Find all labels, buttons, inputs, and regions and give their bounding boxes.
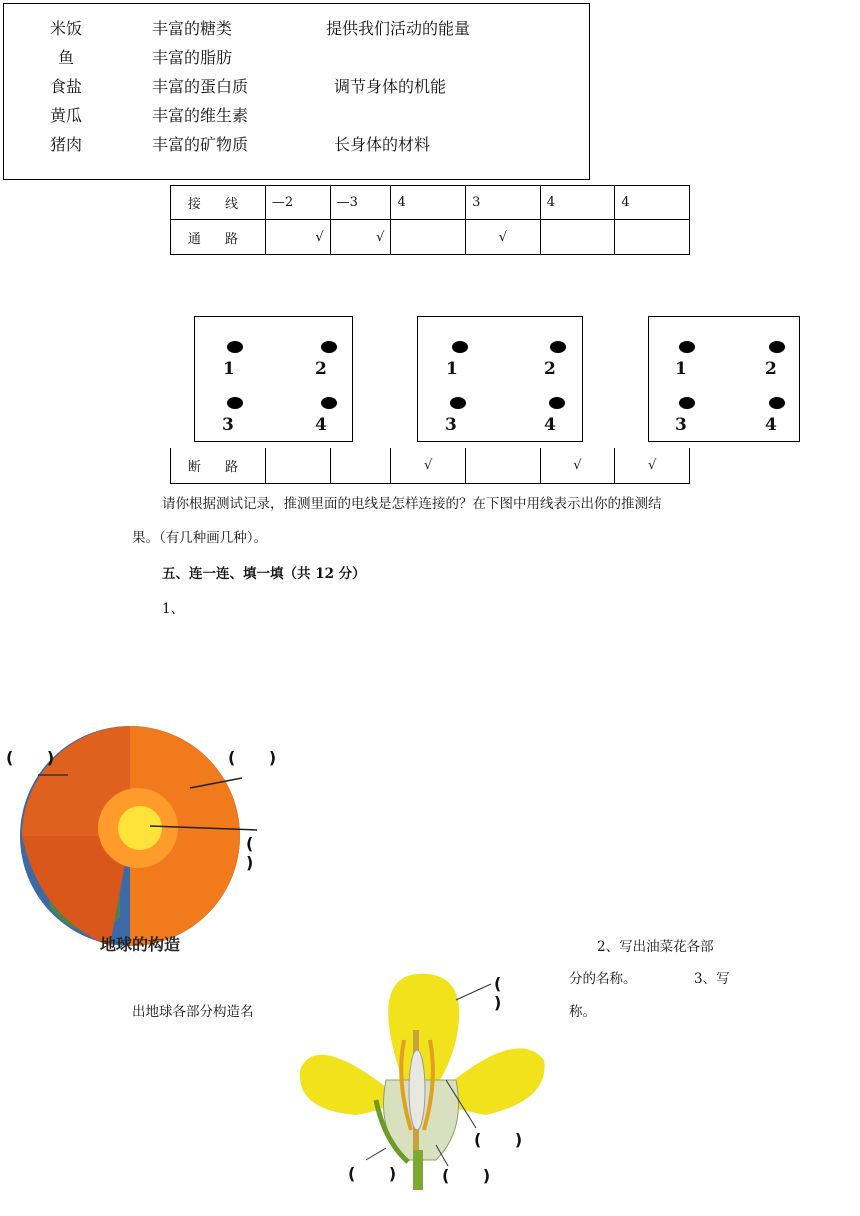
terminal-dot — [321, 397, 337, 409]
terminal-dot — [227, 397, 243, 409]
terminal-number: 2 — [315, 359, 327, 379]
function-energy[interactable]: 提供我们活动的能量 — [326, 19, 471, 38]
open-cell[interactable]: √ — [540, 448, 615, 483]
matching-box — [3, 3, 590, 180]
food-cucumber[interactable]: 黄瓜 — [50, 106, 83, 125]
food-rice[interactable]: 米饭 — [50, 19, 83, 38]
closed-circuit-label: 通 路 — [171, 220, 266, 255]
terminal-dot — [450, 397, 466, 409]
nutrient-vitamin[interactable]: 丰富的维生素 — [152, 106, 249, 125]
terminal-dot — [679, 397, 695, 409]
terminal-dot — [227, 341, 243, 353]
terminal-dot — [679, 341, 695, 353]
terminal-dot — [769, 341, 785, 353]
terminal-number: 1 — [675, 359, 687, 379]
section-5-title: 五、连一连、填一填（共 12 分） — [162, 566, 366, 582]
sepal-blank[interactable]: ( ) — [348, 1164, 411, 1183]
earth-question-text: 出地球各部分构造名 — [132, 1004, 254, 1020]
food-pork[interactable]: 猪肉 — [50, 135, 83, 154]
food-fish[interactable]: 鱼 — [58, 48, 75, 67]
rapeseed-flower-figure — [296, 970, 550, 1190]
wiring-cell: —3 — [330, 186, 391, 220]
closed-cell[interactable] — [540, 220, 615, 255]
terminal-number: 2 — [544, 359, 556, 379]
earth-figure-caption: 地球的构造 — [100, 935, 181, 954]
terminal-dot — [321, 341, 337, 353]
terminal-number: 3 — [222, 415, 234, 435]
open-circuit-table — [170, 448, 690, 484]
function-regulate[interactable]: 调节身体的机能 — [334, 77, 447, 96]
terminal-dot — [550, 341, 566, 353]
terminal-number: 2 — [765, 359, 777, 379]
function-growth[interactable]: 长身体的材料 — [334, 135, 431, 154]
instruction-line-2: 果。（有几种画几种）。 — [132, 530, 267, 546]
closed-cell[interactable]: √ — [466, 220, 541, 255]
open-cell[interactable] — [330, 448, 391, 483]
wiring-cell: 4 — [615, 186, 690, 220]
closed-cell[interactable]: √ — [265, 220, 330, 255]
terminal-number: 4 — [544, 415, 556, 435]
food-salt[interactable]: 食盐 — [50, 77, 83, 96]
wiring-label: 接 线 — [171, 186, 266, 220]
open-cell[interactable]: √ — [615, 448, 690, 483]
open-cell[interactable]: √ — [391, 448, 466, 483]
terminal-number: 1 — [223, 359, 235, 379]
terminal-dot — [769, 397, 785, 409]
q2-line-2: 分的名称。 — [569, 971, 637, 987]
open-cell[interactable] — [465, 448, 540, 483]
nutrient-sugar[interactable]: 丰富的糖类 — [152, 19, 233, 38]
q2-line-1: 2、写出油菜花各部 — [597, 939, 714, 955]
closed-cell[interactable] — [391, 220, 466, 255]
q3-part-1: 3、写 — [694, 971, 730, 987]
wiring-cell: 4 — [540, 186, 615, 220]
earth-mantle-blank[interactable]: ( ) — [228, 748, 291, 767]
closed-cell[interactable] — [615, 220, 690, 255]
terminal-dot — [452, 341, 468, 353]
terminal-number: 1 — [446, 359, 458, 379]
terminal-dot — [549, 397, 565, 409]
nutrient-fat[interactable]: 丰富的脂肪 — [152, 48, 233, 67]
wiring-cell: 3 — [466, 186, 541, 220]
earth-crust-blank[interactable]: ( ) — [6, 748, 69, 767]
stamen-blank[interactable]: ( ) — [474, 1130, 537, 1149]
earth-structure-figure — [0, 718, 296, 974]
instruction-line-1: 请你根据测试记录，推测里面的电线是怎样连接的？在下图中用线表示出你的推测结 — [162, 496, 662, 512]
earth-core-blank[interactable]: ( ) — [246, 834, 268, 872]
nutrient-protein[interactable]: 丰富的蛋白质 — [152, 77, 249, 96]
wiring-cell: —2 — [265, 186, 330, 220]
open-cell[interactable] — [265, 448, 330, 483]
circuit-box-2[interactable] — [417, 316, 583, 442]
closed-cell[interactable]: √ — [330, 220, 391, 255]
circuit-box-3[interactable] — [648, 316, 800, 442]
wiring-cell: 4 — [391, 186, 466, 220]
terminal-number: 3 — [675, 415, 687, 435]
petal-blank[interactable]: ( ) — [494, 974, 516, 1012]
circuit-box-1[interactable] — [194, 316, 353, 442]
terminal-number: 4 — [765, 415, 777, 435]
q3-part-2: 称。 — [569, 1004, 596, 1020]
connection-test-table — [170, 185, 690, 255]
item-1-number: 1、 — [162, 601, 185, 617]
terminal-number: 4 — [315, 415, 327, 435]
terminal-number: 3 — [445, 415, 457, 435]
open-circuit-label: 断 路 — [171, 448, 266, 483]
pistil-blank[interactable]: ( ) — [442, 1166, 505, 1185]
nutrient-mineral[interactable]: 丰富的矿物质 — [152, 135, 249, 154]
